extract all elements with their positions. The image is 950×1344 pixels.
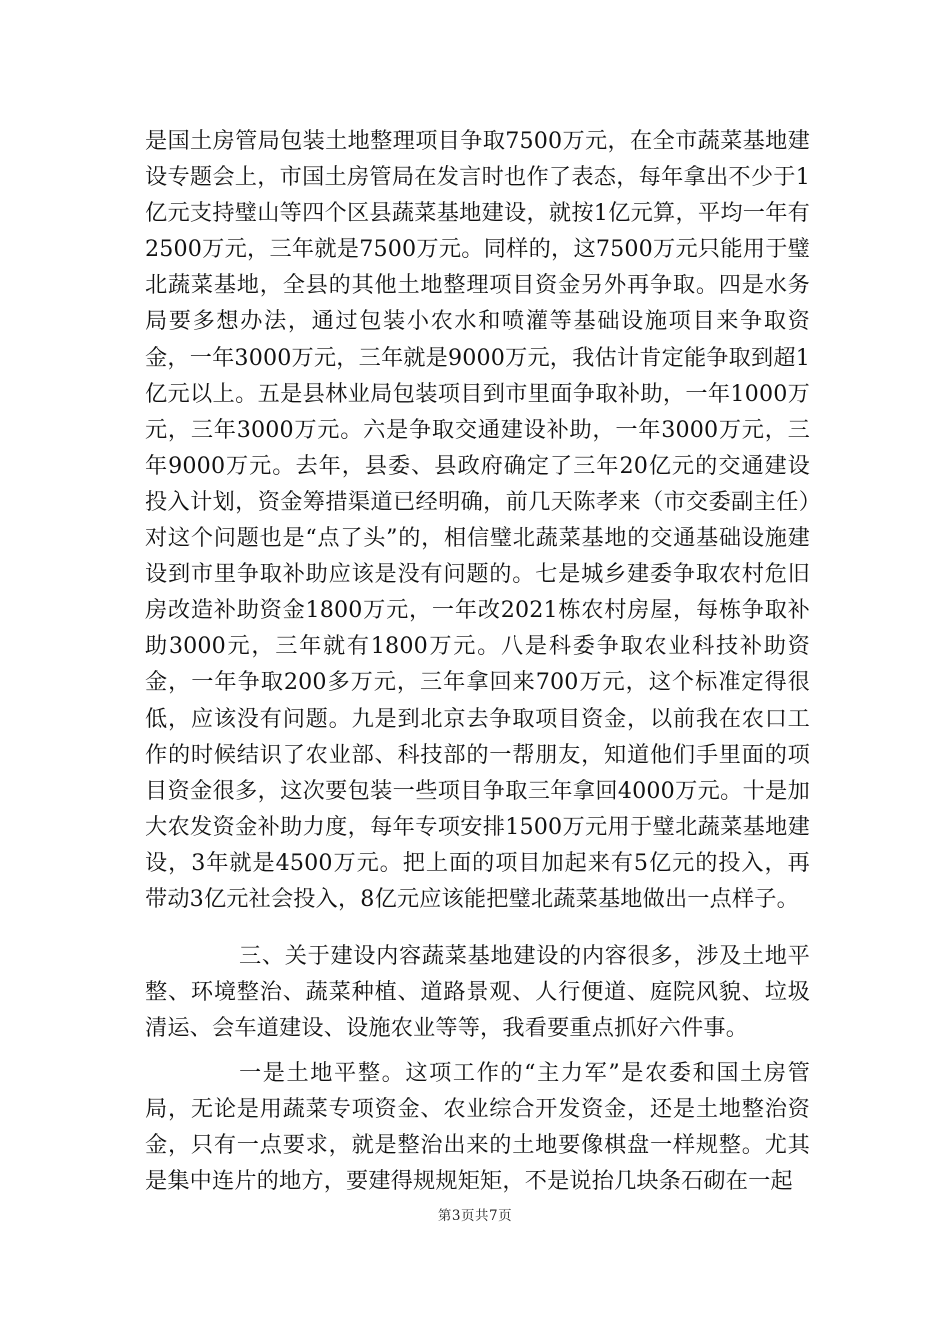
body-paragraph-funding-sources: 是国土房管局包装土地整理项目争取7500万元，在全市蔬菜基地建设专题会上，市国土房管局在发言时也作了表态，每年拿出不少于1亿元支持璧山等四个区县蔬菜基地建设，就按1亿元算，平均一年有2500万元，三年就是7500万元。同样的，这7500万元只能用于璧北蔬菜基地，全县的其他土地整理项目资金另外再争取。四是水务局要多想办法，通过包装小农水和喷灌等基础设施项目来争取资金，一年3000万元，三年就是9000万元，我估计肯定能争取到超1亿元以上。五是县林业局包装项目到市里面争取补助，一年1000万元，三年3000万元。六是争取交通建设补助，一年3000万元，三年9000万元。去年，县委、县政府确定了三年20亿元的交通建设投入计划，资金筹措渠道已经明确，前几天陈孝来（市交委副主任）对这个问题也是“点了头”的，相信璧北蔬菜基地的交通基础设施建设到市里争取补助应该是没有问题的。七是城乡建委争取农村危旧房改造补助资金1800万元，一年改2021栋农村房屋，每栋争取补助3000元，三年就有1800万元。八是科委争取农业科技补助资金，一年争取200多万元，三年拿回来700万元，这个标准定得很低，应该没有问题。九是到北京去争取项目资金，以前我在农口工作的时候结识了农业部、科技部的一帮朋友，知道他们手里面的项目资金很多，这次要包装一些项目争取三年拿回4000万元。十是加大农发资金补助力度，每年专项安排1500万元用于璧北蔬菜基地建设，3年就是4500万元。把上面的项目加起来有5亿元的投入，再带动3亿元社会投入，8亿元应该能把璧北蔬菜基地做出一点样子。 — [145, 128, 810, 912]
body-paragraph-land-leveling: 一是土地平整。这项工作的“主力军”是农委和国土房管局，无论是用蔬菜专项资金、农业综合开发资金，还是土地整治资金，只有一点要求，就是整治出来的土地要像棋盘一样规整。尤其是集中连片的地方，要建得规规矩矩，不是说抬几块条石砌在一起 — [145, 1060, 810, 1195]
body-paragraph-construction-content: 三、关于建设内容蔬菜基地建设的内容很多，涉及土地平整、环境整治、蔬菜种植、道路景观、人行便道、庭院风貌、垃圾清运、会车道建设、设施农业等等，我看要重点抓好六件事。 — [145, 943, 810, 1042]
page-number-footer: 第3页共7页 — [437, 1208, 513, 1224]
